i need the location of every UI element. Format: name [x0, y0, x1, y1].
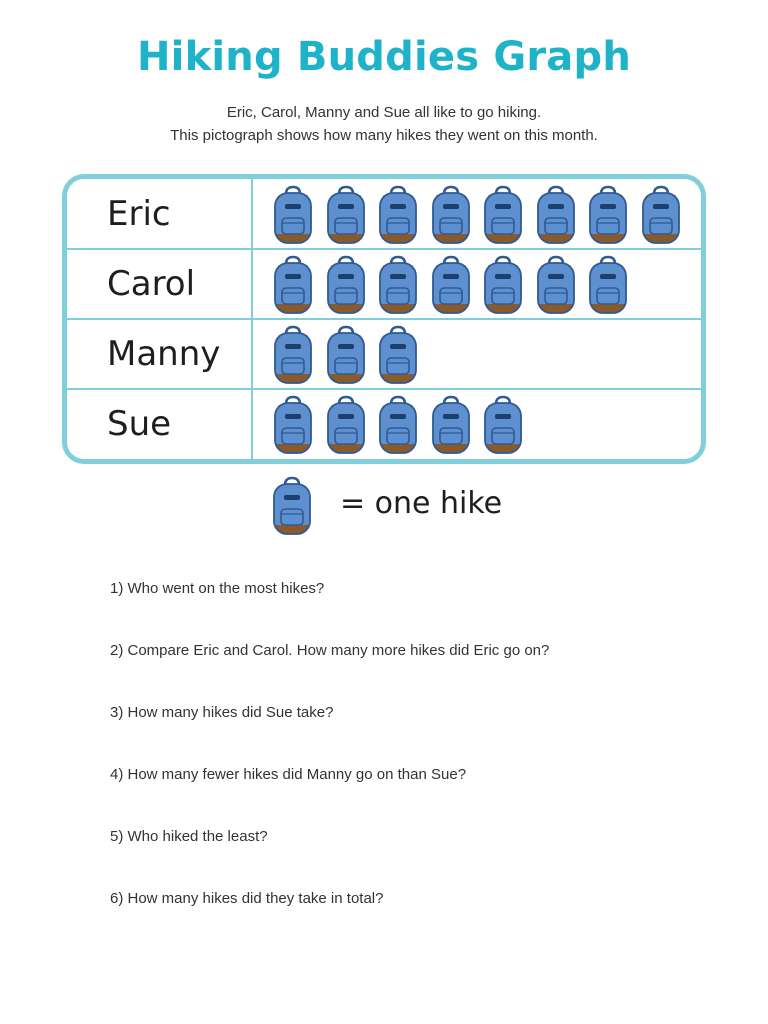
backpack-icon-sue-2 [326, 395, 366, 455]
icons-eric [273, 185, 681, 247]
legend-key [272, 476, 532, 540]
key-backpack [272, 476, 312, 540]
backpack-icon-carol-1 [273, 255, 313, 315]
intro-line-2: This pictograph shows how many hikes they went on this month. [170, 127, 598, 144]
question-1: 1) Who went on the most hikes? [110, 580, 325, 597]
row-label-sue: Sue [107, 404, 172, 444]
backpack-icon-carol-3 [378, 255, 418, 315]
backpack-icon-carol-7 [588, 255, 628, 315]
icons-sue [273, 395, 523, 457]
row-label-eric: Eric [107, 194, 171, 234]
backpack-icon-eric-8 [641, 185, 681, 245]
question-2: 2) Compare Eric and Carol. How many more hikes did Eric go on? [110, 642, 550, 659]
backpack-icon-eric-4 [431, 185, 471, 245]
backpack-icon-sue-1 [273, 395, 313, 455]
row-manny [67, 319, 701, 389]
backpack-icon-carol-4 [431, 255, 471, 315]
row-carol [67, 249, 701, 319]
backpack-icon-eric-7 [588, 185, 628, 245]
backpack-icon-sue-3 [378, 395, 418, 455]
backpack-icon-manny-2 [326, 325, 366, 385]
backpack-icon-eric-5 [483, 185, 523, 245]
backpack-icon-eric-3 [378, 185, 418, 245]
backpack-icon-sue-4 [431, 395, 471, 455]
backpack-icon-carol-5 [483, 255, 523, 315]
icons-manny [273, 325, 418, 387]
backpack-icon-sue-5 [483, 395, 523, 455]
key-label: = one hike [340, 486, 503, 521]
backpack-icon-carol-2 [326, 255, 366, 315]
backpack-icon-carol-6 [536, 255, 576, 315]
pictograph-table [62, 174, 706, 464]
backpack-icon [272, 476, 312, 536]
page-title: Hiking Buddies Graph [137, 34, 631, 80]
row-eric [67, 179, 701, 249]
row-sue [67, 389, 701, 459]
icons-carol [273, 255, 628, 317]
question-6: 6) How many hikes did they take in total? [110, 890, 384, 907]
row-label-manny: Manny [107, 334, 221, 374]
row-label-carol: Carol [107, 264, 196, 304]
backpack-icon-manny-3 [378, 325, 418, 385]
intro-line-1: Eric, Carol, Manny and Sue all like to go hiking. [226, 104, 542, 121]
question-5: 5) Who hiked the least? [110, 828, 268, 845]
backpack-icon-eric-2 [326, 185, 366, 245]
backpack-icon-eric-6 [536, 185, 576, 245]
backpack-icon-eric-1 [273, 185, 313, 245]
backpack-icon-manny-1 [273, 325, 313, 385]
question-3: 3) How many hikes did Sue take? [110, 704, 334, 721]
question-4: 4) How many fewer hikes did Manny go on than Sue? [110, 766, 467, 783]
